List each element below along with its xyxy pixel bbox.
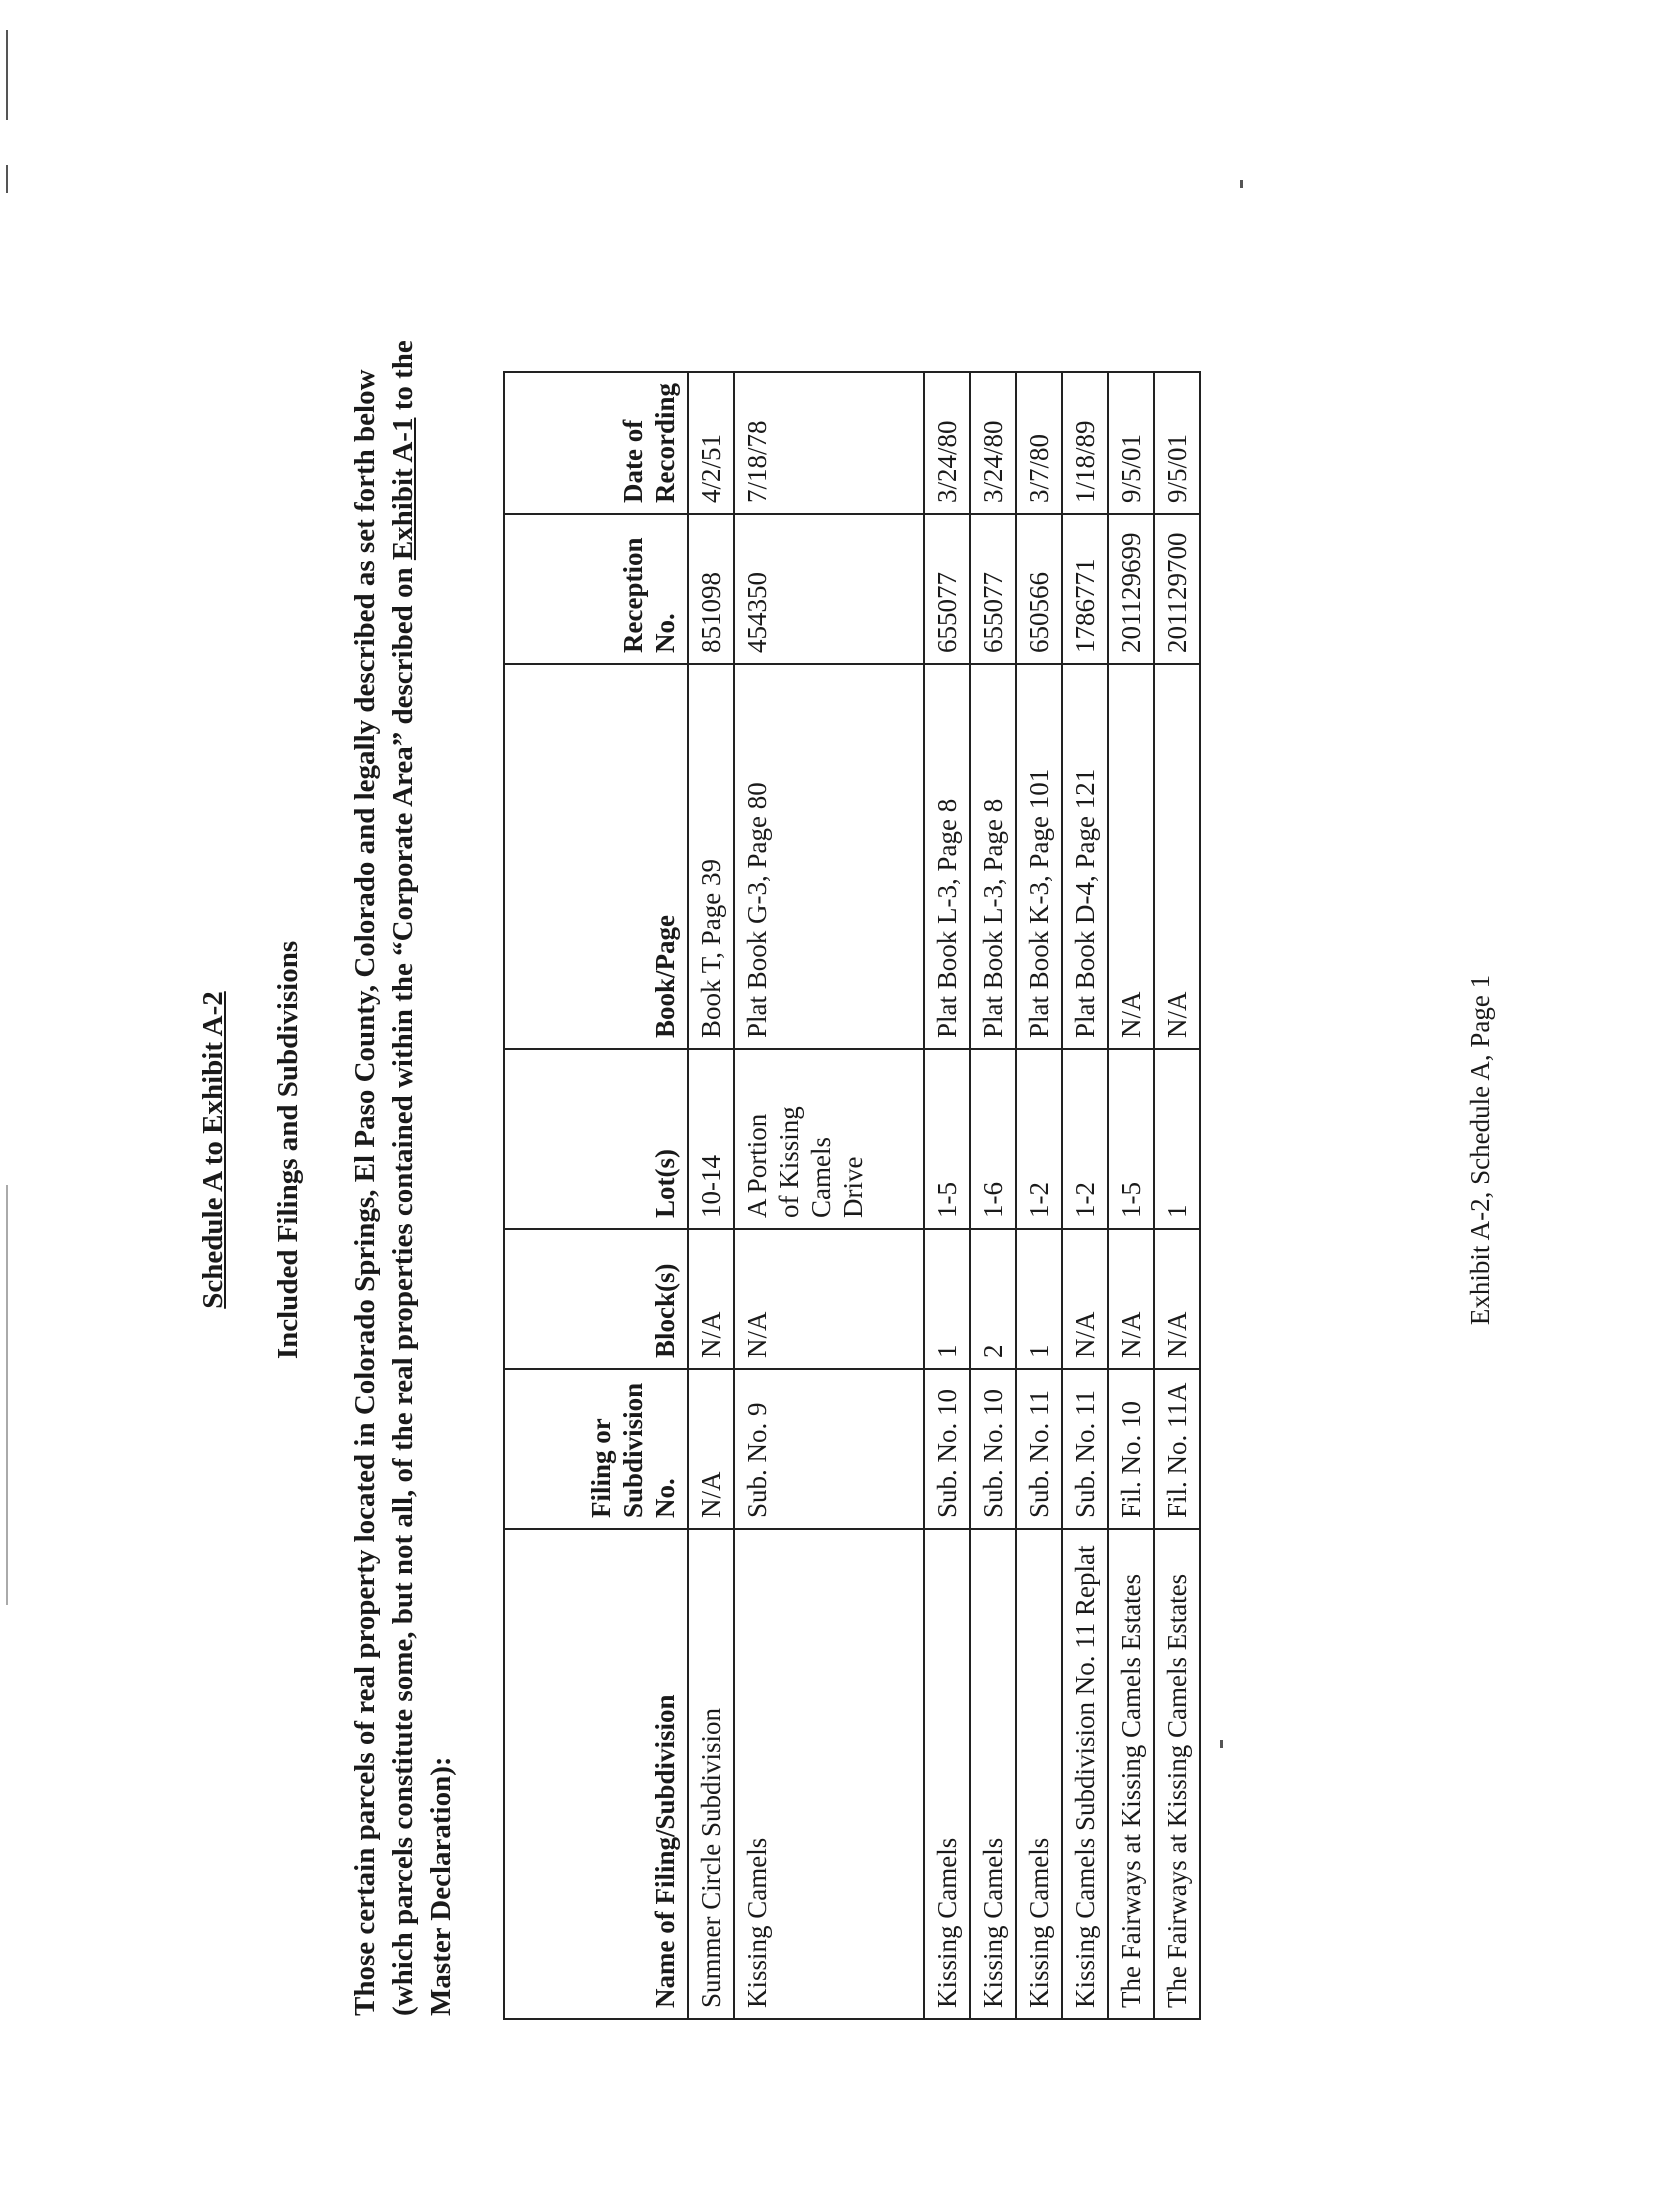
cell-date: 9/5/01: [1154, 372, 1200, 514]
cell-lots: A Portion of Kissing Camels Drive: [734, 1049, 924, 1229]
table-row: [970, 372, 1016, 2019]
cell-filing: Sub. No. 11: [1016, 1369, 1062, 1529]
document-page: [0, 100, 1500, 2100]
intro-paragraph: [346, 291, 460, 2016]
cell-blocks: N/A: [688, 1229, 734, 1369]
cell-book: Book T, Page 39: [688, 664, 734, 1049]
table-row: [688, 372, 734, 2019]
page-footer: Exhibit A-2, Schedule A, Page 1: [1465, 974, 1495, 1326]
intro-text-after: to the Master Declaration):: [387, 340, 457, 2016]
col-header-reception: Reception No.: [504, 514, 688, 664]
cell-lots: 1-2: [1016, 1049, 1062, 1229]
cell-blocks: N/A: [1108, 1229, 1154, 1369]
col-header-blocks: Block(s): [504, 1229, 688, 1369]
cell-blocks: 1: [924, 1229, 970, 1369]
cell-reception: 454350: [734, 514, 924, 664]
cell-blocks: 2: [970, 1229, 1016, 1369]
cell-lots: 1-5: [924, 1049, 970, 1229]
cell-filing: Sub. No. 11: [1062, 1369, 1108, 1529]
cell-blocks: N/A: [1154, 1229, 1200, 1369]
cell-blocks: 1: [1016, 1229, 1062, 1369]
cell-reception: 851098: [688, 514, 734, 664]
cell-date: 4/2/51: [688, 372, 734, 514]
col-header-lots: Lot(s): [504, 1049, 688, 1229]
cell-filing: Sub. No. 9: [734, 1369, 924, 1529]
cell-filing: Sub. No. 10: [924, 1369, 970, 1529]
cell-blocks: N/A: [734, 1229, 924, 1369]
table-row: [734, 372, 924, 2019]
cell-lots: 1-2: [1062, 1049, 1108, 1229]
cell-filing: N/A: [688, 1369, 734, 1529]
cell-name: Summer Circle Subdivision: [688, 1529, 734, 2019]
exhibit-reference: Exhibit A-1: [387, 417, 419, 561]
table-row: [1154, 372, 1200, 2019]
cell-blocks: N/A: [1062, 1229, 1108, 1369]
cell-lots: 1: [1154, 1049, 1200, 1229]
col-header-date: Date of Recording: [504, 372, 688, 514]
cell-lots: 10-14: [688, 1049, 734, 1229]
cell-reception: 1786771: [1062, 514, 1108, 664]
cell-book: Plat Book L-3, Page 8: [970, 664, 1016, 1049]
table-row: [1062, 372, 1108, 2019]
cell-reception: 655077: [924, 514, 970, 664]
cell-book: Plat Book L-3, Page 8: [924, 664, 970, 1049]
cell-book: Plat Book K-3, Page 101: [1016, 664, 1062, 1049]
col-header-filing: Filing or Subdivision No.: [504, 1369, 688, 1529]
cell-name: The Fairways at Kissing Camels Estates: [1108, 1529, 1154, 2019]
cell-lots: 1-6: [970, 1049, 1016, 1229]
col-header-book: Book/Page: [504, 664, 688, 1049]
cell-name: The Fairways at Kissing Camels Estates: [1154, 1529, 1200, 2019]
cell-name: Kissing Camels: [970, 1529, 1016, 2019]
table-row: [1108, 372, 1154, 2019]
rotated-page: [0, 100, 1500, 2100]
cell-name: Kissing Camels: [924, 1529, 970, 2019]
cell-book: N/A: [1154, 664, 1200, 1049]
cell-name: Kissing Camels: [734, 1529, 924, 2019]
cell-filing: Sub. No. 10: [970, 1369, 1016, 1529]
cell-reception: 650566: [1016, 514, 1062, 664]
cell-book: N/A: [1108, 664, 1154, 1049]
cell-book: Plat Book G-3, Page 80: [734, 664, 924, 1049]
col-header-name: Name of Filing/Subdivision: [504, 1529, 688, 2019]
schedule-title: [197, 200, 230, 2100]
cell-book: Plat Book D-4, Page 121: [1062, 664, 1108, 1049]
table-row: [1016, 372, 1062, 2019]
cell-filing: Fil. No. 10: [1108, 1369, 1154, 1529]
schedule-title-text: Schedule A to Exhibit A-2: [197, 991, 229, 1309]
cell-date: 3/7/80: [1016, 372, 1062, 514]
cell-lots: 1-5: [1108, 1049, 1154, 1229]
schedule-subtitle: Included Filings and Subdivisions: [272, 940, 304, 1360]
cell-date: 3/24/80: [970, 372, 1016, 514]
table-row: [924, 372, 970, 2019]
cell-filing: Fil. No. 11A: [1154, 1369, 1200, 1529]
cell-date: 7/18/78: [734, 372, 924, 514]
cell-date: 3/24/80: [924, 372, 970, 514]
cell-date: 9/5/01: [1108, 372, 1154, 514]
filings-table: [503, 371, 1201, 2020]
cell-date: 1/18/89: [1062, 372, 1108, 514]
cell-reception: 201129700: [1154, 514, 1200, 664]
intro-text-before: Those certain parcels of real property located in Colorado Springs, El Paso County, Colorado and legally described as set forth below (which parcels constitute some, but not all, of the real properties contained within the “Corporate Area” described on: [349, 369, 419, 2016]
cell-reception: 655077: [970, 514, 1016, 664]
cell-reception: 201129699: [1108, 514, 1154, 664]
cell-name: Kissing Camels Subdivision No. 11 Replat: [1062, 1529, 1108, 2019]
cell-name: Kissing Camels: [1016, 1529, 1062, 2019]
table-header-row: [504, 372, 688, 2019]
